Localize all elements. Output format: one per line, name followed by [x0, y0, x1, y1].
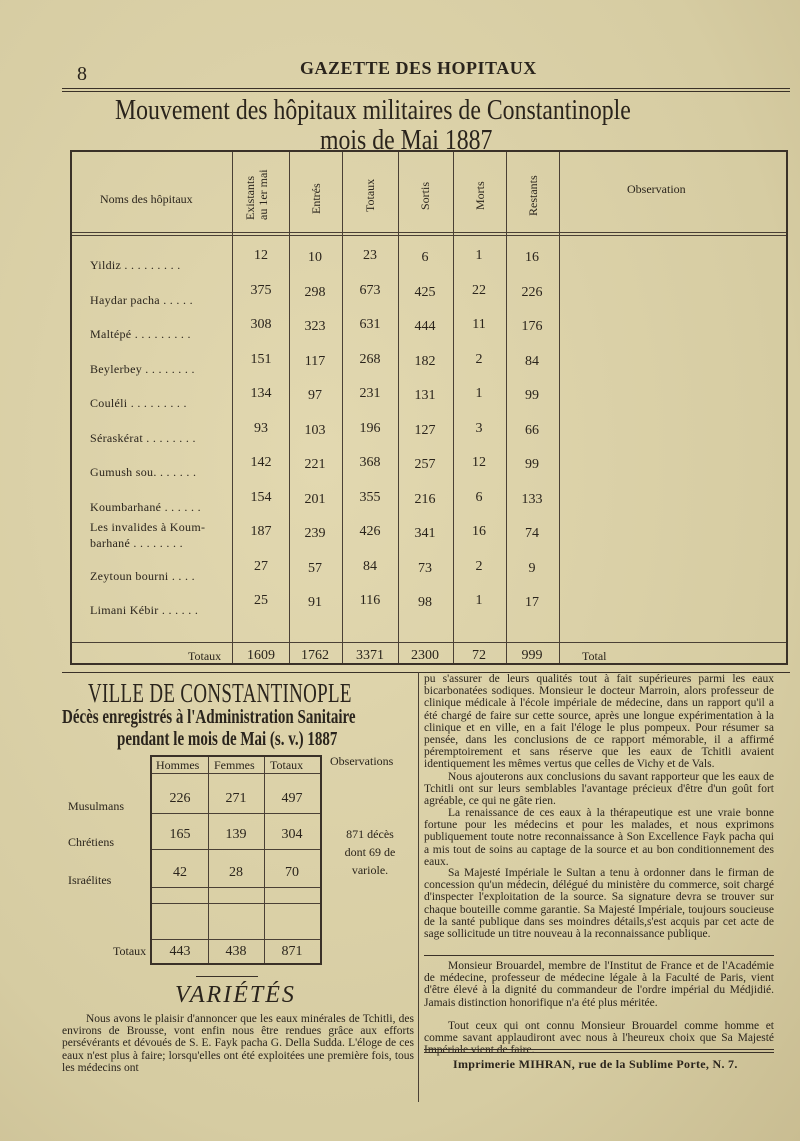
cell-morts: 3 [475, 420, 483, 436]
cell-restants: 99 [525, 457, 539, 472]
total-sortis: 2300 [411, 648, 439, 663]
cell-restants: 84 [525, 353, 539, 369]
cell-existants: 93 [254, 420, 268, 436]
right-paragraph-6: Tout ceux qui ont connu Monsieur Brouardel comme homme et comme savant applaudiront avec nous à l'heureux choix que Sa Majesté Impériale vient de faire. [424, 1020, 774, 1057]
deces-cell-totaux: 497 [281, 791, 303, 806]
total-morts: 72 [472, 648, 486, 663]
cell-entres: 97 [308, 388, 322, 403]
hospital-name: Limani Kébir . . . . . . [90, 603, 199, 617]
hospital-name: Yildiz . . . . . . . . . [90, 258, 181, 272]
col-divider [506, 152, 507, 663]
hospital-name: Haydar pacha . . . . . [90, 292, 193, 307]
row-divider [152, 887, 320, 888]
col-header-totaux: Totaux [270, 758, 304, 772]
page-number: 8 [77, 63, 87, 85]
col-divider [453, 152, 454, 663]
deces-total-totaux: 871 [281, 944, 303, 959]
deces-cell-hommes: 165 [169, 827, 191, 842]
deces-table [150, 755, 322, 965]
cell-totaux: 673 [359, 282, 381, 298]
header-divider [152, 773, 320, 774]
cell-restants: 9 [528, 560, 536, 576]
cell-morts: 12 [472, 455, 486, 470]
total-entres: 1762 [301, 648, 329, 663]
cell-entres: 117 [304, 353, 326, 369]
cell-entres: 221 [304, 457, 326, 472]
deces-totals-label: Totaux [113, 944, 147, 958]
hospital-name: Couléli . . . . . . . . . [90, 396, 187, 410]
cell-totaux: 84 [363, 558, 377, 574]
hospital-name: Koumbarhané . . . . . . [90, 499, 201, 514]
row-divider [152, 813, 320, 814]
hospital-name: Gumush sou. . . . . . . [90, 465, 197, 479]
right-paragraph-5: Monsieur Brouardel, membre de l'Institut de France et de l'Académie de médecine, professeur de médecine légale à la Faculté de Paris, vient d'être élevé à la dignité du commandeur de l'ordre impérial du Médjidié. Jamais distinction honorifique n'a été plus méritée. [424, 960, 774, 1009]
table-title-line2: mois de Mai 1887 [320, 124, 493, 156]
total-existants: 1609 [247, 648, 275, 663]
hospital-name: Beylerbey . . . . . . . . [90, 361, 195, 376]
cell-totaux: 116 [359, 593, 381, 608]
deces-row-label: Israélites [68, 873, 112, 887]
header-divider [72, 232, 786, 233]
col-header-femmes: Femmes [214, 758, 255, 772]
cell-existants: 134 [250, 386, 272, 401]
cell-existants: 142 [250, 455, 272, 470]
deces-cell-totaux: 70 [285, 865, 299, 880]
cell-existants: 12 [254, 248, 268, 263]
cell-morts: 1 [475, 386, 483, 401]
col-divider [559, 152, 560, 663]
cell-sortis: 73 [418, 560, 432, 576]
header-divider-double [72, 235, 786, 236]
deces-observations-header: Observations [330, 754, 394, 768]
deces-total-hommes: 443 [169, 944, 191, 959]
cell-morts: 22 [472, 282, 486, 298]
cell-sortis: 6 [421, 250, 429, 265]
varietes-rule [196, 976, 258, 977]
cell-restants: 66 [525, 422, 539, 438]
cell-entres: 201 [304, 491, 326, 507]
cell-morts: 2 [475, 351, 483, 367]
col-divider [232, 152, 233, 663]
cell-morts: 6 [475, 489, 483, 505]
right-section-rule [424, 955, 774, 956]
col-divider [289, 152, 290, 663]
cell-entres: 323 [304, 319, 326, 334]
cell-totaux: 23 [363, 248, 377, 263]
imprimerie-rule-2 [424, 1052, 774, 1053]
header-rule [62, 88, 790, 89]
varietes-paragraph-1: Nous avons le plaisir d'annoncer que les eaux minérales de Tchitli, des environs de Brousse, vont enfin nous être rendues grâce aux efforts persévérants et dévoués de S. E. Fayk pacha G. Della Sudda. L'éloge de ces eaux n'est plus à faire; lorsqu'elles ont été exploitées une première fois, tous les médecins ont [62, 1013, 414, 1074]
cell-morts: 2 [475, 558, 483, 574]
cell-sortis: 257 [414, 457, 436, 472]
deces-row-label: Musulmans [68, 799, 125, 813]
cell-totaux: 231 [359, 386, 381, 401]
deces-subheading-1: Décès enregistrés à l'Administration Sanitaire [62, 706, 356, 728]
deces-cell-hommes: 42 [173, 865, 187, 880]
deces-cell-femmes: 271 [225, 791, 247, 806]
hospital-movement-table [70, 150, 788, 665]
cell-existants: 25 [254, 593, 268, 608]
totals-label: Totaux [188, 649, 222, 663]
cell-totaux: 355 [359, 489, 381, 505]
cell-sortis: 444 [414, 319, 436, 334]
cell-sortis: 131 [414, 388, 436, 403]
cell-existants: 27 [254, 558, 268, 574]
col-header-sortis: Sortis [418, 181, 432, 210]
col-header-restants: Restants [526, 175, 540, 216]
deces-row-label: Chrétiens [68, 835, 114, 849]
cell-restants: 17 [525, 595, 539, 610]
cell-restants: 226 [521, 284, 543, 300]
right-paragraph-3: La renaissance de ces eaux à la thérapeutique est une vraie bonne fortune pour les médecins et pour les malades, et nous exprimons publiquement toute notre reconnaissance à Son Excellence Fayk pacha qui a mis tout de soins au captage de la source et au bon conditionnement des eaux. [424, 807, 774, 868]
cell-entres: 298 [304, 284, 326, 300]
deces-observation-note: 871 décès dont 69 de variole. [344, 827, 396, 877]
col-header-observation: Observation [627, 182, 686, 196]
imprimerie-rule [424, 1049, 774, 1050]
cell-totaux: 196 [359, 420, 381, 436]
ville-heading: VILLE DE CONSTANTINOPLE [88, 678, 352, 708]
cell-sortis: 425 [414, 284, 436, 300]
cell-morts: 16 [472, 524, 486, 539]
cell-totaux: 368 [359, 455, 381, 470]
table-title-line1: Mouvement des hôpitaux militaires de Constantinople [115, 94, 631, 126]
cell-restants: 16 [525, 250, 539, 265]
cell-restants: 99 [525, 388, 539, 403]
imprimerie-credit: Imprimerie MIHRAN, rue de la Sublime Porte, N. 7. [453, 1057, 738, 1071]
cell-morts: 1 [475, 593, 483, 608]
total-observation: Total [582, 649, 607, 663]
cell-morts: 1 [475, 248, 483, 263]
row-divider [152, 849, 320, 850]
deces-total-femmes: 438 [225, 944, 247, 959]
hospital-name: Maltépé . . . . . . . . . [90, 327, 191, 341]
cell-entres: 91 [308, 595, 322, 610]
hospital-name-continued: barhané . . . . . . . . [90, 536, 183, 550]
col-header-totaux: Totaux [363, 178, 377, 212]
col-divider [208, 757, 209, 963]
col-header-names: Noms des hôpitaux [100, 192, 193, 206]
total-totaux: 3371 [356, 648, 384, 663]
right-paragraph-4: Sa Majesté Impériale le Sultan a tenu à ordonner dans le firman de concession qu'un médecin, délégué du ministère du commerce, soit chargé d'inspecter l'exploitation de la source. Sa signature devra se trouver sur chaque bouteille comme garantie. Sa Majesté Impériale, toujours soucieuse de la santé publique dans ses moindres détails,s'est acquis par cet acte de sage sollicitude un titre nouveau à la reconnaissance publique. [424, 867, 774, 941]
totals-divider [72, 642, 786, 643]
deces-cell-femmes: 28 [229, 865, 243, 880]
cell-entres: 103 [304, 422, 326, 438]
column-divider [418, 672, 419, 1102]
cell-sortis: 98 [418, 595, 432, 610]
col-divider [342, 152, 343, 663]
journal-title: GAZETTE DES HOPITAUX [300, 58, 537, 78]
deces-cell-totaux: 304 [281, 827, 303, 842]
right-paragraph-1: pu s'assurer de leurs qualités tout à fait supérieures parmi les eaux bicarbonatées sodiques. Monsieur le docteur Marroin, alors professeur de clinique médicale à l'école impériale de médecine, dans un rapport qu'il a été chargé de faire sur cette source, après une longue expérimentation à la clinique et en ville, en a fait l'éloge le plus pompeux. Pour résumer sa pensée, dans les conclusions de ce rapport mémorable, il a affirmé péremptoirement et sans réserve que les eaux de Tchitli avaient identiquement les mêmes vertus que celles de Vichy et de Vals. [424, 673, 774, 771]
cell-restants: 133 [521, 491, 543, 507]
cell-existants: 375 [250, 282, 272, 298]
col-divider [264, 757, 265, 963]
cell-entres: 239 [304, 526, 326, 541]
cell-existants: 154 [250, 489, 272, 505]
cell-totaux: 631 [359, 317, 381, 332]
totals-divider [152, 939, 320, 940]
cell-morts: 11 [472, 317, 486, 332]
col-header-existants: Existants au 1er mai [243, 169, 270, 220]
col-divider [398, 152, 399, 663]
cell-existants: 308 [250, 317, 272, 332]
cell-sortis: 341 [414, 526, 436, 541]
header-rule-thin [62, 91, 790, 92]
deces-subheading-2: pendant le mois de Mai (s. v.) 1887 [117, 728, 338, 750]
cell-sortis: 216 [414, 491, 436, 507]
col-header-hommes: Hommes [156, 758, 200, 772]
hospital-name: Les invalides à Koum- [90, 520, 206, 534]
cell-restants: 176 [521, 319, 543, 334]
cell-sortis: 127 [414, 422, 436, 438]
varietes-heading: VARIÉTÉS [175, 982, 296, 1008]
cell-existants: 151 [250, 351, 272, 367]
deces-cell-hommes: 226 [169, 791, 191, 806]
col-header-entres: Entrés [309, 183, 323, 214]
hospital-name: Zeytoun bourni . . . . [90, 568, 195, 583]
cell-entres: 10 [308, 250, 322, 265]
col-header-morts: Morts [473, 181, 487, 210]
cell-existants: 187 [250, 524, 272, 539]
cell-totaux: 426 [359, 524, 381, 539]
deces-cell-femmes: 139 [225, 827, 247, 842]
cell-totaux: 268 [359, 351, 381, 367]
right-paragraph-2: Nous ajouterons aux conclusions du savant rapporteur que les eaux de Tchitli ont sur leurs semblables l'avantage précieux d'être d'un goût fort agréable, ce qui ne gâte rien. [424, 771, 774, 808]
row-divider [152, 903, 320, 904]
total-restants: 999 [521, 648, 543, 663]
cell-restants: 74 [525, 526, 539, 541]
cell-entres: 57 [308, 560, 322, 576]
cell-sortis: 182 [414, 353, 436, 369]
hospital-name: Séraskérat . . . . . . . . [90, 430, 196, 445]
